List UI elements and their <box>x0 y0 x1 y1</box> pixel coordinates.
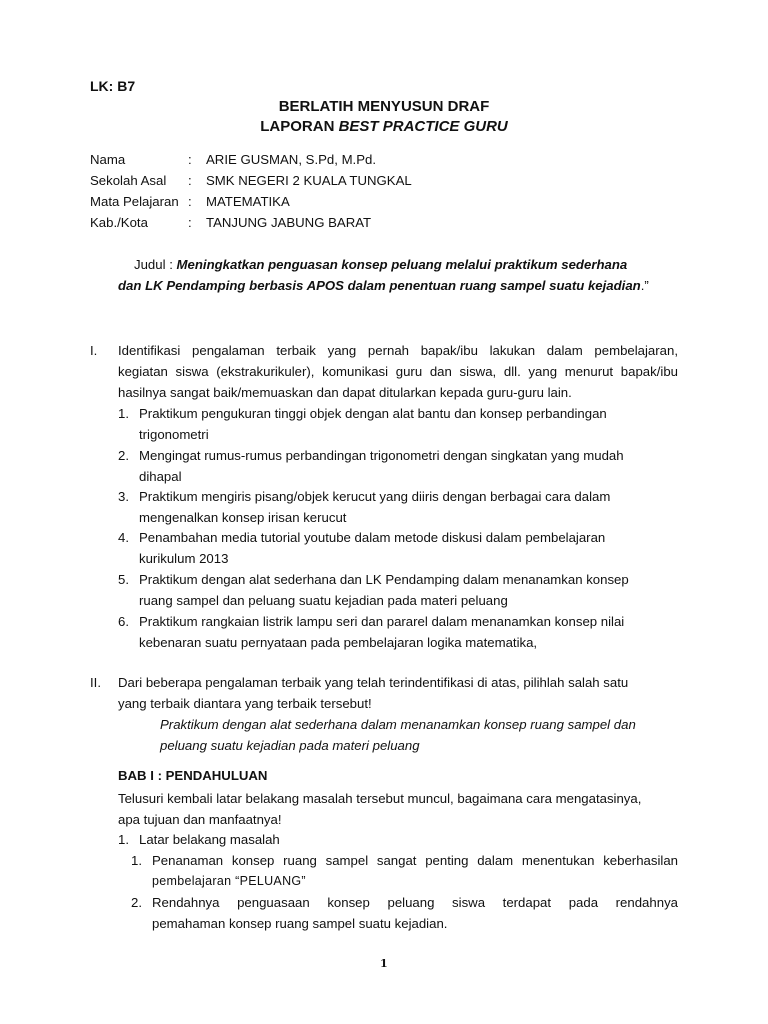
list-item: Penanaman konsep ruang sampel sangat penting dalam menentukan keberhasilan <box>152 853 678 868</box>
list-item-continuation: kebenaran suatu pernyataan pada pembelajaran logika matematika, <box>139 635 538 650</box>
identity-label: Sekolah Asal <box>90 173 167 188</box>
list-item: Penambahan media tutorial youtube dalam metode diskusi dalam pembelajaran <box>139 530 606 545</box>
identity-value: TANJUNG JABUNG BARAT <box>206 215 372 230</box>
chapter-heading: BAB I : PENDAHULUAN <box>118 768 268 783</box>
section-number: I. <box>90 343 98 358</box>
list-item: Praktikum dengan alat sederhana dan LK Pendamping dalam menanamkan konsep <box>139 572 629 587</box>
title-emphasis: BEST PRACTICE GURU <box>338 118 508 135</box>
identity-separator: : <box>188 194 192 209</box>
list-item-number: 2. <box>131 895 142 910</box>
identity-label: Nama <box>90 152 126 167</box>
identity-value: ARIE GUSMAN, S.Pd, M.Pd. <box>206 152 377 167</box>
document-title-line1: BERLATIH MENYUSUN DRAF <box>278 98 490 115</box>
identity-value: SMK NEGERI 2 KUALA TUNGKAL <box>206 173 412 188</box>
list-item-number: 5. <box>118 572 129 587</box>
identity-separator: : <box>188 152 192 167</box>
list-item-continuation: pembelajaran “PELUANG” <box>152 874 306 888</box>
identity-value: MATEMATIKA <box>206 194 290 209</box>
list-item: Praktikum mengiris pisang/objek kerucut yang diiris dengan berbagai cara dalam <box>139 489 611 504</box>
title-prefix: LAPORAN <box>260 118 339 135</box>
list-item-number: 1. <box>131 853 142 868</box>
identity-label: Mata Pelajaran <box>90 194 179 209</box>
document-title-line2 <box>0 118 768 135</box>
list-item-continuation: ruang sampel dan peluang suatu kejadian pada materi peluang <box>139 593 508 608</box>
judul-line1 <box>134 257 627 272</box>
judul-text-1: Meningkatkan penguasan konsep peluang melalui praktikum sederhana <box>176 257 628 272</box>
page-number: 1 <box>380 957 388 970</box>
section1-line: kegiatan siswa (ekstrakurikuler), komunikasi guru dan siswa, dll. yang menurut bapak/ibu <box>118 364 678 379</box>
identity-label: Kab./Kota <box>90 215 148 230</box>
list-item-number: 6. <box>118 614 129 629</box>
judul-label: Judul : <box>134 257 177 272</box>
list-item-number: 4. <box>118 530 129 545</box>
list-item-continuation: dihapal <box>139 469 182 484</box>
list-item: Rendahnya penguasaan konsep peluang siswa terdapat pada rendahnya <box>152 895 678 910</box>
identity-separator: : <box>188 215 192 230</box>
chapter-intro: apa tujuan dan manfaatnya! <box>118 812 282 827</box>
list-item-continuation: pemahaman konsep ruang sampel suatu kejadian. <box>152 916 448 931</box>
chapter-intro: Telusuri kembali latar belakang masalah tersebut muncul, bagaimana cara mengatasinya, <box>118 791 642 806</box>
section1-line: hasilnya sangat baik/memuaskan dan dapat ditularkan kepada guru-guru lain. <box>118 385 572 400</box>
chosen-practice: peluang suatu kejadian pada materi peluang <box>160 738 420 753</box>
judul-text-2: dan LK Pendamping berbasis APOS dalam penentuan ruang sampel suatu kejadian <box>118 278 641 293</box>
list-item: Praktikum rangkaian listrik lampu seri dan pararel dalam menanamkan konsep nilai <box>139 614 625 629</box>
section1-line: Identifikasi pengalaman terbaik yang pernah bapak/ibu lakukan dalam pembelajaran, <box>118 343 678 358</box>
list-item-number: 1. <box>118 406 129 421</box>
list-item-continuation: trigonometri <box>139 427 209 442</box>
section-number: II. <box>90 675 101 690</box>
list-item: Praktikum pengukuran tinggi objek dengan alat bantu dan konsep perbandingan <box>139 406 607 421</box>
subsection-label: Latar belakang masalah <box>139 832 280 847</box>
identity-separator: : <box>188 173 192 188</box>
subsection-number: 1. <box>118 832 129 847</box>
list-item-number: 3. <box>118 489 129 504</box>
list-item-continuation: kurikulum 2013 <box>139 551 229 566</box>
judul-suffix: .” <box>640 278 649 293</box>
section2-line: yang terbaik diantara yang terbaik tersebut! <box>118 696 372 711</box>
section2-line: Dari beberapa pengalaman terbaik yang telah terindentifikasi di atas, pilihlah salah satu <box>118 675 629 690</box>
chosen-practice: Praktikum dengan alat sederhana dalam menanamkan konsep ruang sampel dan <box>160 717 636 732</box>
judul-line2 <box>118 278 649 293</box>
worksheet-code: LK: B7 <box>90 78 136 94</box>
list-item-number: 2. <box>118 448 129 463</box>
list-item: Mengingat rumus-rumus perbandingan trigonometri dengan singkatan yang mudah <box>139 448 624 463</box>
list-item-continuation: mengenalkan konsep irisan kerucut <box>139 510 347 525</box>
